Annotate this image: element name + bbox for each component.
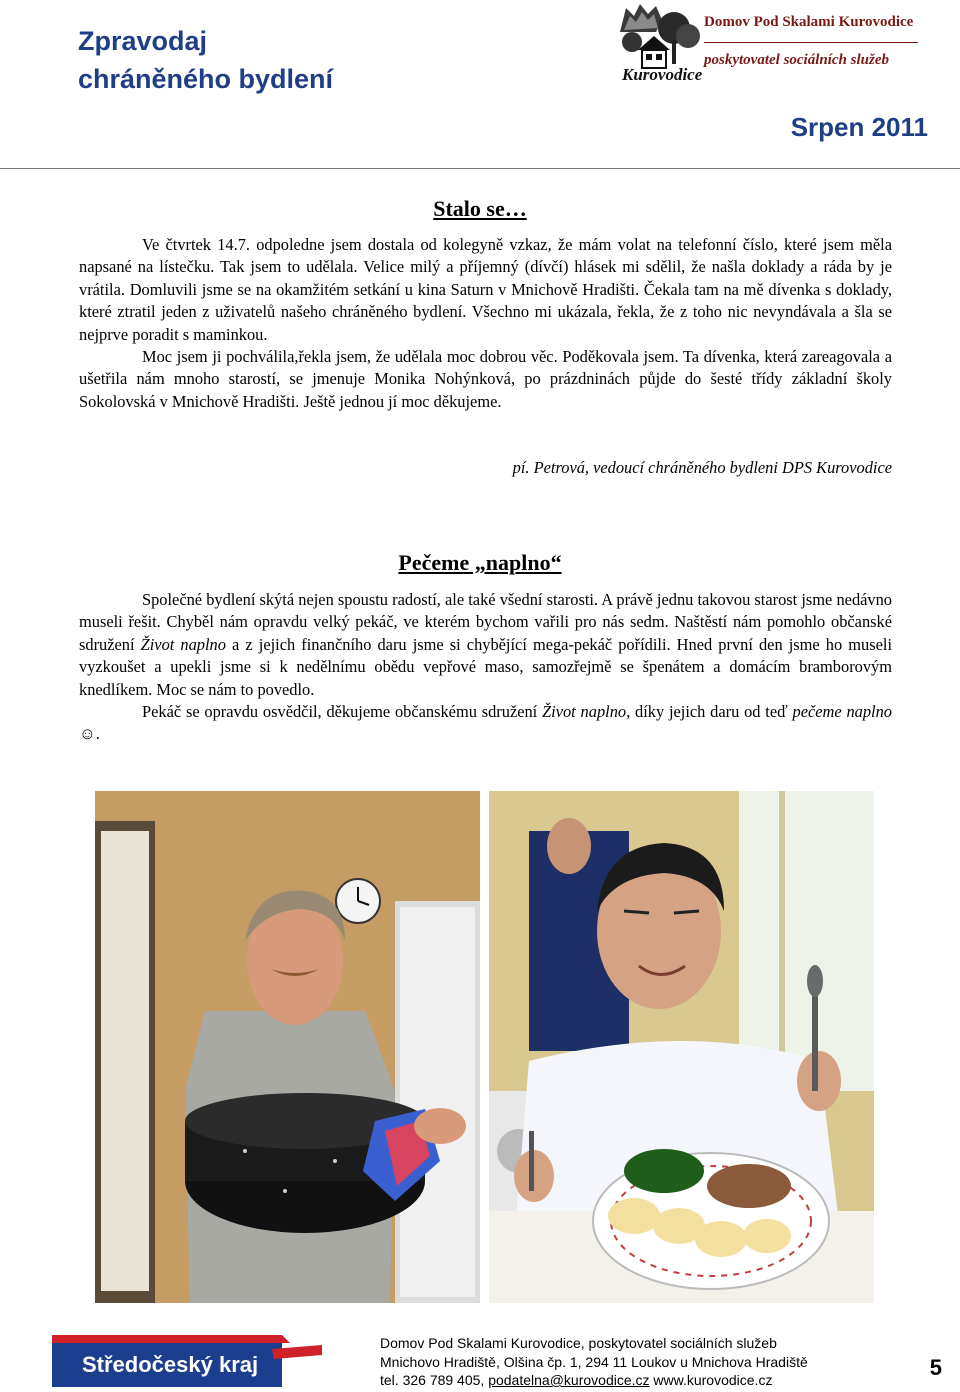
- article2-p1-text-a: Společné bydlení skýtá nejen spoustu radostí, ale také všední starosti. A právě jednu takovou starost jsme nedávno museli řešit. Chyběl nám opravdu velký pekáč, ve kterém bychom vařili pro nás sedm. Naštěstí nám pomohlo občanské sdružení: [79, 590, 892, 654]
- article2-p2-emphasis1: Život naplno: [542, 702, 627, 722]
- article2-title: Pečeme „naplno“: [398, 550, 562, 575]
- signature-name: Petrová, vedoucí chráněného bydleni DPS Kurovodice: [533, 458, 892, 477]
- stredocesky-kraj-logo: [52, 1335, 322, 1387]
- header-divider: [0, 168, 960, 169]
- logo-divider: [704, 42, 918, 43]
- article2-body: [79, 589, 892, 746]
- article1-title: Stalo se…: [433, 196, 527, 221]
- newsletter-title-line2: chráněného bydlení: [78, 64, 334, 94]
- footer-line1: Domov Pod Skalami Kurovodice, poskytovatel sociálních služeb: [380, 1335, 777, 1351]
- article1-signature: [513, 458, 892, 478]
- page-number: 5: [929, 1355, 942, 1380]
- article1-paragraph2: Moc jsem ji pochválila,řekla jsem, že udělala moc dobrou věc. Poděkovala jsem. Ta dívenka, která zareagovala a ušetřila nám mnoho starostí, se jmenuje Monika Nohýnková, po prázdninách půjde do šesté třídy základní školy Sokolovská v Mnichově Hradišti. Ještě jednou jí moc děkujeme.: [79, 347, 892, 411]
- newsletter-title-line1: Zpravodaj: [78, 26, 208, 56]
- kraj-wordmark: Středočeský kraj: [82, 1352, 259, 1377]
- organization-name: Domov Pod Skalami Kurovodice: [704, 14, 914, 30]
- issue-date: Srpen 2011: [790, 112, 928, 142]
- article2-p2-text-c: .: [95, 724, 100, 744]
- article2-p2-text-b: , díky jejich daru od teď: [626, 702, 793, 722]
- footer-line2: Mnichovo Hradiště, Olšina čp. 1, 294 11 Loukov u Mnichova Hradiště: [380, 1353, 808, 1370]
- newsletter-title: [78, 22, 398, 98]
- article1-paragraph1: Ve čtvrtek 14.7. odpoledne jsem dostala od kolegyně vzkaz, že mám volat na telefonní číslo, které jsem měla napsané na lístečku. Tak jsem to udělala. Velice milý a příjemný (dívčí) hlásek mi sdělil, že našla doklady a ráda by je vrátila. Domluvili jsme se na okamžitém setkání u kina Saturn v Mnichově Hradišti. Čekala tam na mě dívenka s doklady, které ztratil jeden z uživatelů našeho chráněného bydlení. Všechno mi ukázala, řekla, že z toho nic nevyndávala a šla se nejprve poradit s maminkou.: [79, 235, 892, 344]
- article2-p2-emphasis2: pečeme naplno: [792, 702, 893, 722]
- photo-man-with-roasting-pan: [95, 791, 480, 1303]
- footer-contact: [380, 1334, 808, 1390]
- article2-p2-text-a: Pekáč se opravdu osvědčil, děkujeme občanskému sdružení: [142, 702, 543, 722]
- footer-phone: tel. 326 789 405,: [380, 1372, 489, 1388]
- kurovodice-emblem-icon: [612, 2, 704, 86]
- footer-email-link[interactable]: podatelna@kurovodice.cz: [488, 1372, 650, 1388]
- article1-body: [79, 234, 892, 413]
- photo-man-with-dinner-plate: [489, 791, 874, 1303]
- footer-line3: [380, 1371, 808, 1390]
- article2-paragraph2: [79, 701, 892, 746]
- article2-paragraph1: [79, 589, 892, 701]
- article2-p1-text-b: a z jejich finančního daru jsme si chybějící mega-pekáč pořídili. Hned první den jsme ho museli vyzkoušet a upekli jsme si k nedělnímu obědu vepřové maso, samozřejmě se špenátem a domácím bramborovým knedlíkem. Moc se nám to povedlo.: [79, 634, 892, 699]
- smiley-icon: ☺: [79, 724, 96, 744]
- signature-prefix: pí.: [512, 458, 530, 477]
- kurovodice-wordmark: Kurovodice: [622, 65, 703, 84]
- organization-subtitle: poskytovatel sociálních služeb: [704, 52, 889, 68]
- article2-p1-emphasis: Život naplno: [140, 634, 226, 654]
- organization-logo: [612, 2, 918, 86]
- footer-web-link[interactable]: www.kurovodice.cz: [649, 1372, 773, 1388]
